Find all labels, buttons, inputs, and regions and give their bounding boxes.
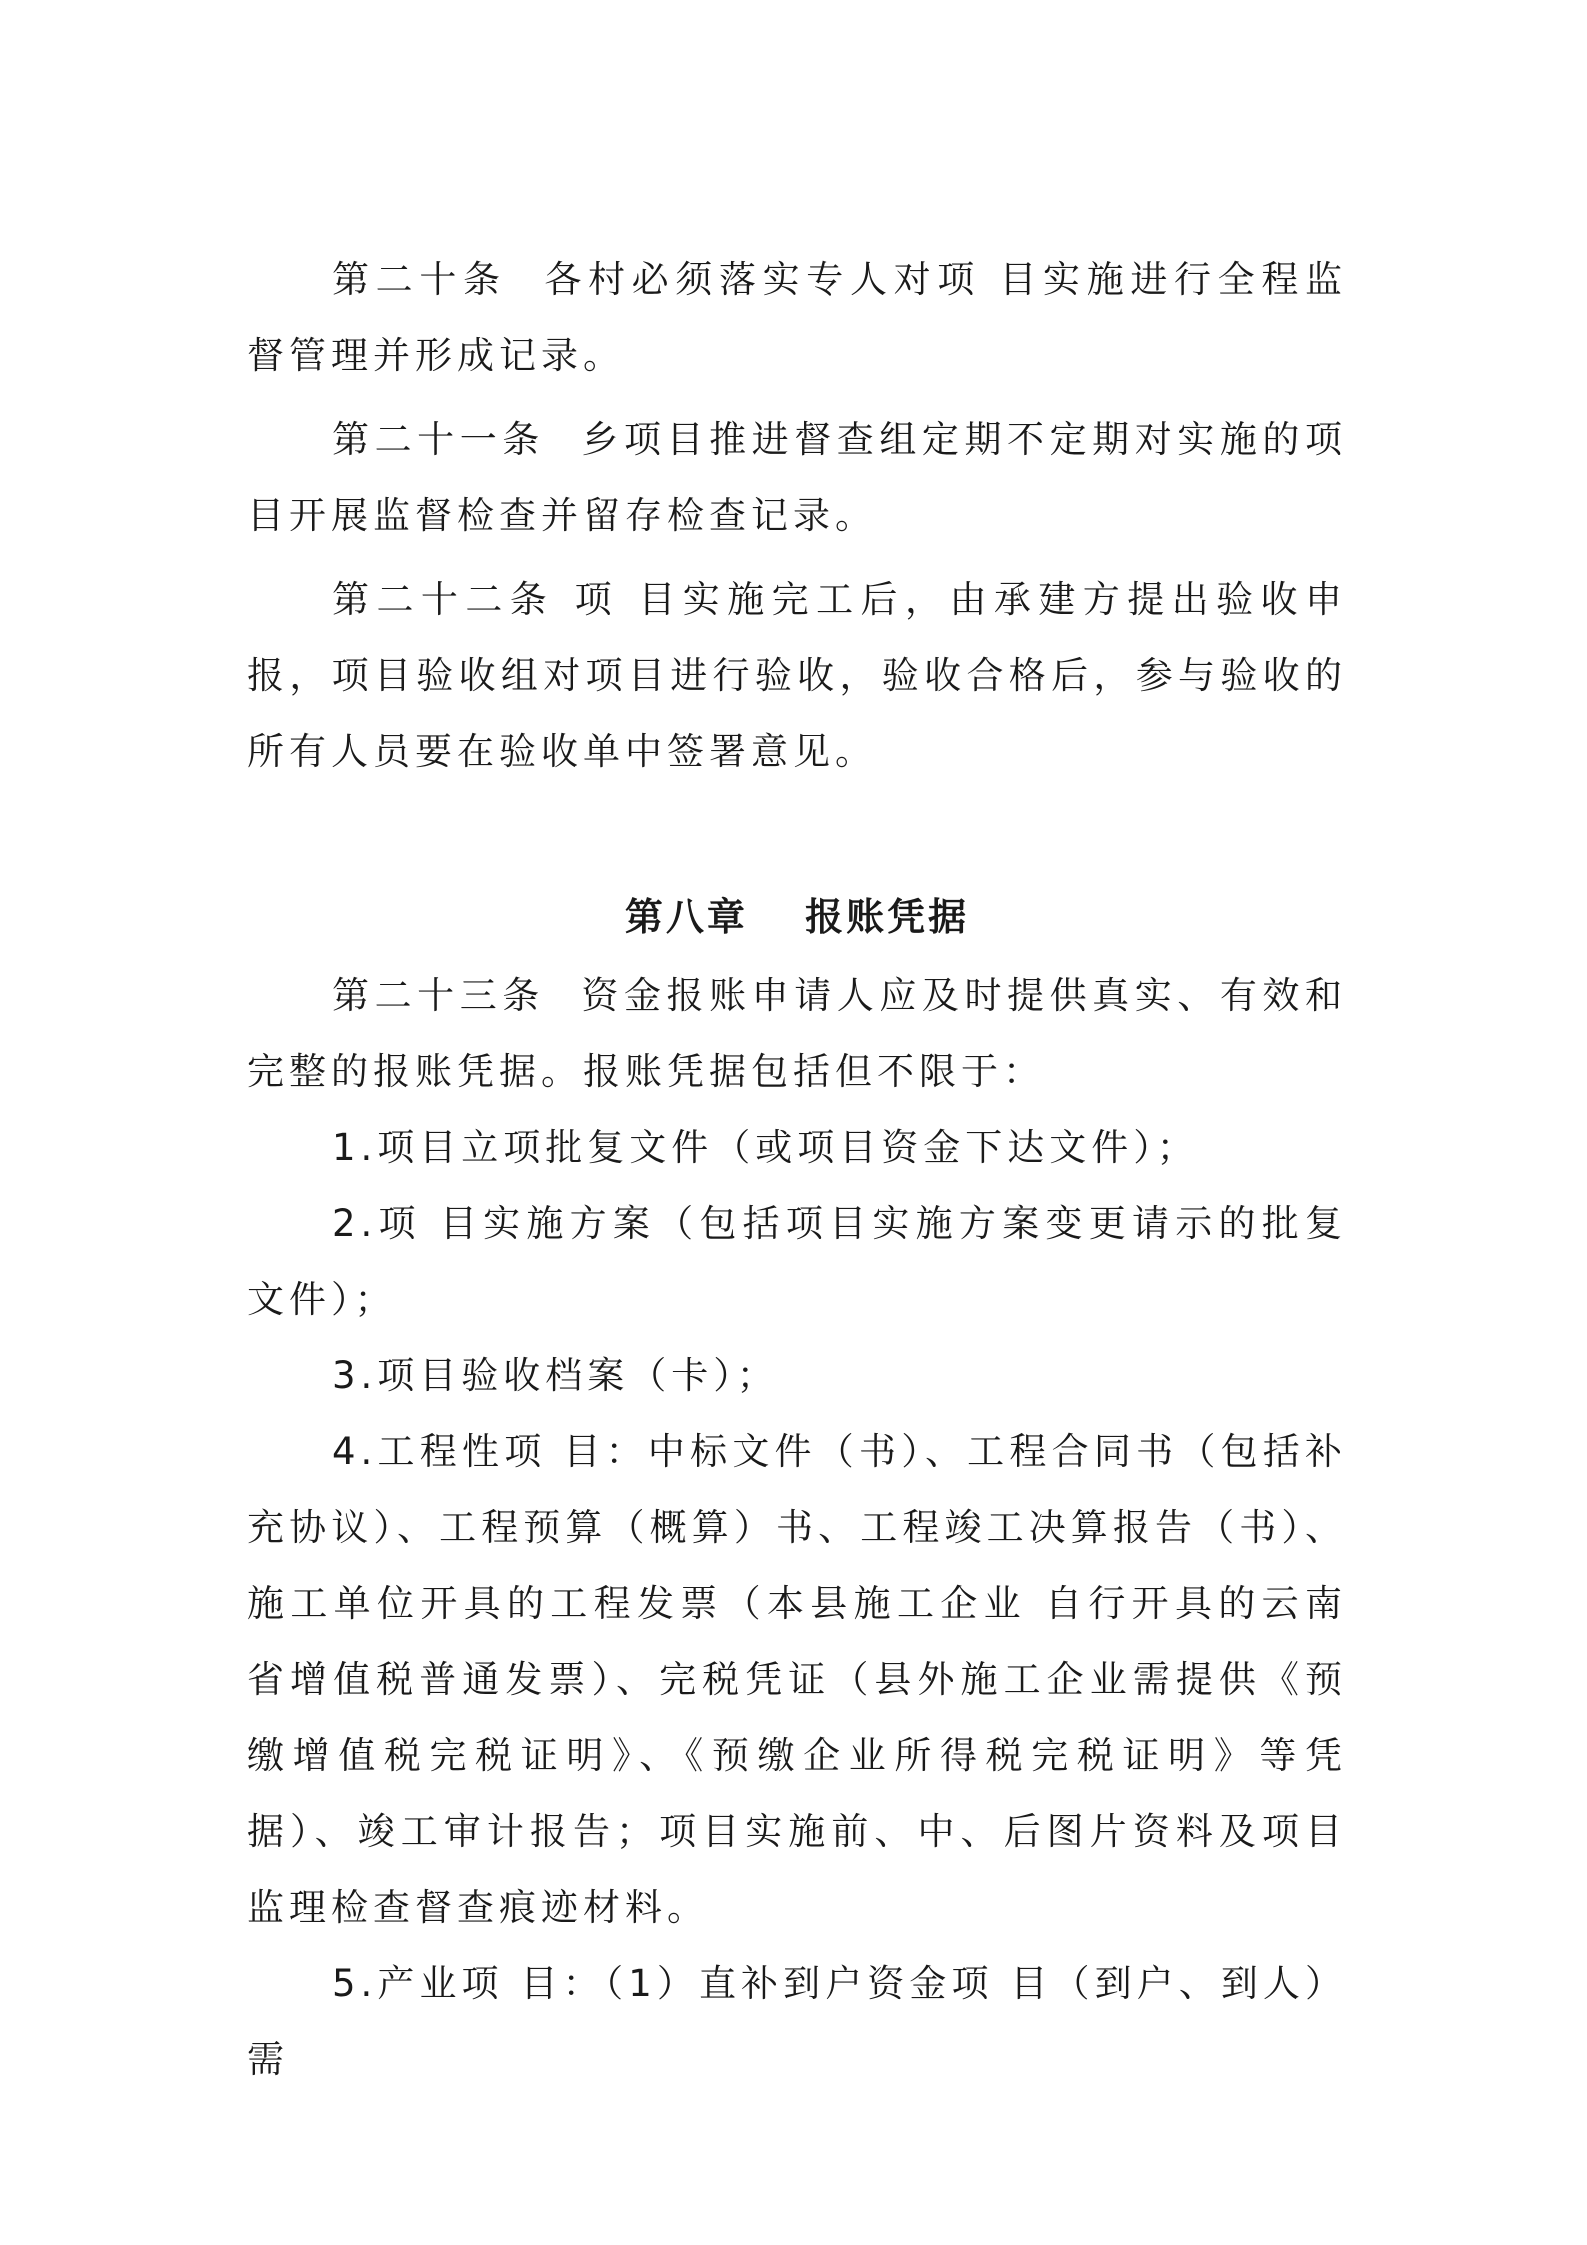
list-item-1: 1.项目立项批复文件（或项目资金下达文件）； <box>332 1126 1199 1169</box>
list-item-3: 3.项目验收档案（卡）； <box>332 1354 779 1397</box>
article-22-text: 项 目实施完工后，由承建方提出验收申报，项目验收组对项目进行验收，验收合格后，参与验收的所有人员要在验收单中签署意见。 <box>247 578 1348 773</box>
list-item-2: 2.项 目实施方案（包括项目实施方案变更请示的批复文件）； <box>247 1202 1347 1321</box>
article-21-text: 乡项目推进督查组定期不定期对实施的项目开展监督检查并留存检查记录。 <box>247 418 1348 537</box>
article-22-number: 第二十二条 <box>332 578 555 621</box>
article-23-text: 资金报账申请人应及时提供真实、有效和完整的报账凭据。报账凭据包括但不限于： <box>247 974 1348 1093</box>
chapter-title: 第八章 报账凭据 <box>624 894 970 939</box>
list-item-5: 5.产业项 目：（1）直补到户资金项 目（到户、到人）需 <box>247 1962 1347 2081</box>
article-23-number: 第二十三条 <box>332 974 545 1017</box>
article-23 <box>247 958 1347 1110</box>
document-body <box>247 242 1347 2098</box>
article-21-number: 第二十一条 <box>332 418 545 461</box>
article-20 <box>247 242 1347 394</box>
list-item-4: 4.工程性项 目：中标文件（书）、工程合同书（包括补充协议）、工程预算（概算）书、工程竣工决算报告（书）、施工单位开具的工程发票（本县施工企业 自行开具的云南省增值税普通发票）、完税凭证（县外施工企业需提供《预缴增值税完税证明》、《预缴企业所得税完税证明》等凭据）、竣工审计报告；项目实施前、中、后图片资料及项目监理检查督查痕迹材料。 <box>247 1430 1347 1929</box>
article-21 <box>247 402 1347 554</box>
article-20-text: 各村必须落实专人对项 目实施进行全程监督管理并形成记录。 <box>247 258 1348 377</box>
article-20-number: 第二十条 <box>332 258 507 301</box>
article-22 <box>247 562 1347 790</box>
